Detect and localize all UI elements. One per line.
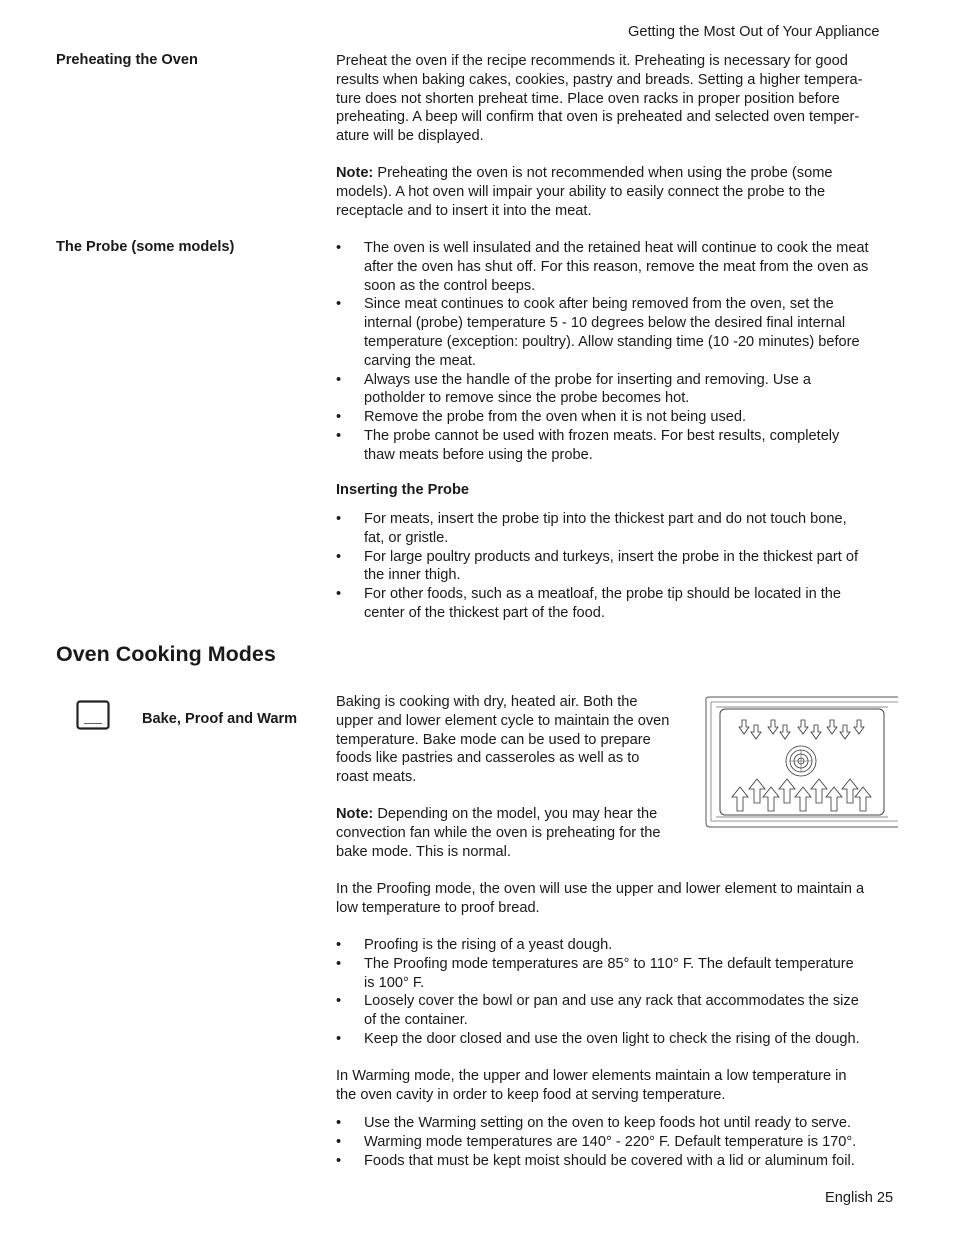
preheat-line: preheating. A beep will confirm that oven is preheated and selected oven temper- bbox=[336, 109, 860, 126]
bullet-icon: • bbox=[336, 409, 342, 426]
preheat-line: Preheat the oven if the recipe recommends it. Preheating is necessary for good bbox=[336, 53, 848, 69]
list-item: • For meats, insert the probe tip into the thickest part and do not touch bone, fat, or gristle. bbox=[336, 511, 847, 546]
list-item: • Foods that must be kept moist should be covered with a lid or aluminum foil. bbox=[336, 1152, 855, 1169]
list-item: • Use the Warming setting on the oven to keep foods hot until ready to serve. bbox=[336, 1115, 852, 1131]
list-item: • The oven is well insulated and the retained heat will continue to cook the meat after the oven has shut off. For this reason, remove the meat from the oven as soon as the control beeps. bbox=[336, 240, 869, 294]
bake-mode-heading: Bake, Proof and Warm bbox=[142, 711, 298, 727]
preheat-note-line: Note: Preheating the oven is not recommended when using the probe (some bbox=[336, 165, 833, 181]
bake-description: Baking is cooking with dry, heated air. Both the upper and lower element cycle to maintain the oven temperature. Bake mode can be used to prepare foods like pastries and casseroles as well as to roast meats. bbox=[336, 694, 670, 786]
bullet-icon: • bbox=[336, 955, 342, 972]
list-item: • For other foods, such as a meatloaf, the probe tip should be located in the center of the thickest part of the food. bbox=[336, 586, 842, 621]
bullet-icon: • bbox=[336, 427, 342, 444]
proofing-description: In the Proofing mode, the oven will use the upper and lower element to maintain a low temperature to proof bread. bbox=[336, 881, 865, 916]
warming-description: In Warming mode, the upper and lower elements maintain a low temperature in the oven cavity in order to keep food at serving temperature. bbox=[336, 1068, 847, 1103]
section-title: Oven Cooking Modes bbox=[56, 642, 276, 666]
bake-mode-icon bbox=[76, 700, 110, 730]
note-label: Note: bbox=[336, 165, 374, 181]
bullet-icon: • bbox=[336, 296, 342, 313]
inserting-bullet-list bbox=[336, 510, 898, 623]
bullet-icon: • bbox=[336, 548, 342, 565]
bullet-icon: • bbox=[336, 937, 342, 953]
list-item: • The Proofing mode temperatures are 85° to 110° F. The default temperature is 100° F. bbox=[336, 955, 854, 991]
probe-heading: The Probe (some models) bbox=[56, 239, 235, 255]
preheat-note-line: receptacle and to insert it into the meat. bbox=[336, 202, 592, 219]
bake-note: Note: Depending on the model, you may hear the convection fan while the oven is preheating for the bake mode. This is normal. bbox=[336, 806, 661, 860]
warming-bullet-list bbox=[336, 1114, 898, 1170]
bullet-icon: • bbox=[336, 993, 342, 1010]
bullet-icon: • bbox=[336, 1030, 342, 1047]
page-number: English 25 bbox=[825, 1190, 894, 1206]
list-item: • Remove the probe from the oven when it is not being used. bbox=[336, 409, 747, 426]
bullet-icon: • bbox=[336, 511, 342, 527]
bullet-icon: • bbox=[336, 1152, 342, 1169]
oven-airflow-diagram bbox=[702, 695, 898, 829]
page-header: Getting the Most Out of Your Appliance bbox=[628, 24, 880, 40]
bullet-icon: • bbox=[336, 240, 342, 256]
list-item: • Since meat continues to cook after being removed from the oven, set the internal (probe) temperature 5 - 10 degrees below the desired final internal temperature (exception: poultry). Allow standing time (10 -20 minutes) before carving the meat. bbox=[336, 296, 860, 369]
list-item: • The probe cannot be used with frozen meats. For best results, completely thaw meats before using the probe. bbox=[336, 427, 840, 463]
proofing-bullet-list bbox=[336, 936, 898, 1049]
inserting-probe-heading: Inserting the Probe bbox=[336, 482, 469, 498]
preheat-line: results when baking cakes, cookies, pastry and breads. Setting a higher tempera- bbox=[336, 71, 863, 88]
list-item: • Always use the handle of the probe for inserting and removing. Use a potholder to remove since the probe becomes hot. bbox=[336, 371, 811, 407]
list-item: • Keep the door closed and use the oven light to check the rising of the dough. bbox=[336, 1030, 860, 1047]
preheat-note-line: models). A hot oven will impair your ability to easily connect the probe to the bbox=[336, 183, 826, 200]
bullet-icon: • bbox=[336, 371, 342, 388]
preheat-body bbox=[336, 52, 898, 146]
bullet-icon: • bbox=[336, 1133, 342, 1150]
preheat-line: ture does not shorten preheat time. Place oven racks in proper position before bbox=[336, 90, 840, 107]
list-item: • For large poultry products and turkeys, insert the probe in the thickest part of the inner thigh. bbox=[336, 548, 859, 584]
note-label: Note: bbox=[336, 806, 374, 822]
probe-bullet-list bbox=[336, 239, 898, 465]
preheat-line: ature will be displayed. bbox=[336, 128, 484, 145]
preheat-note bbox=[336, 164, 898, 220]
list-item: • Warming mode temperatures are 140° - 220° F. Default temperature is 170°. bbox=[336, 1133, 857, 1150]
preheat-heading: Preheating the Oven bbox=[56, 52, 198, 68]
bullet-icon: • bbox=[336, 586, 342, 603]
bullet-icon: • bbox=[336, 1115, 342, 1131]
list-item: • Proofing is the rising of a yeast dough. bbox=[336, 937, 613, 953]
list-item: • Loosely cover the bowl or pan and use any rack that accommodates the size of the container. bbox=[336, 993, 859, 1029]
